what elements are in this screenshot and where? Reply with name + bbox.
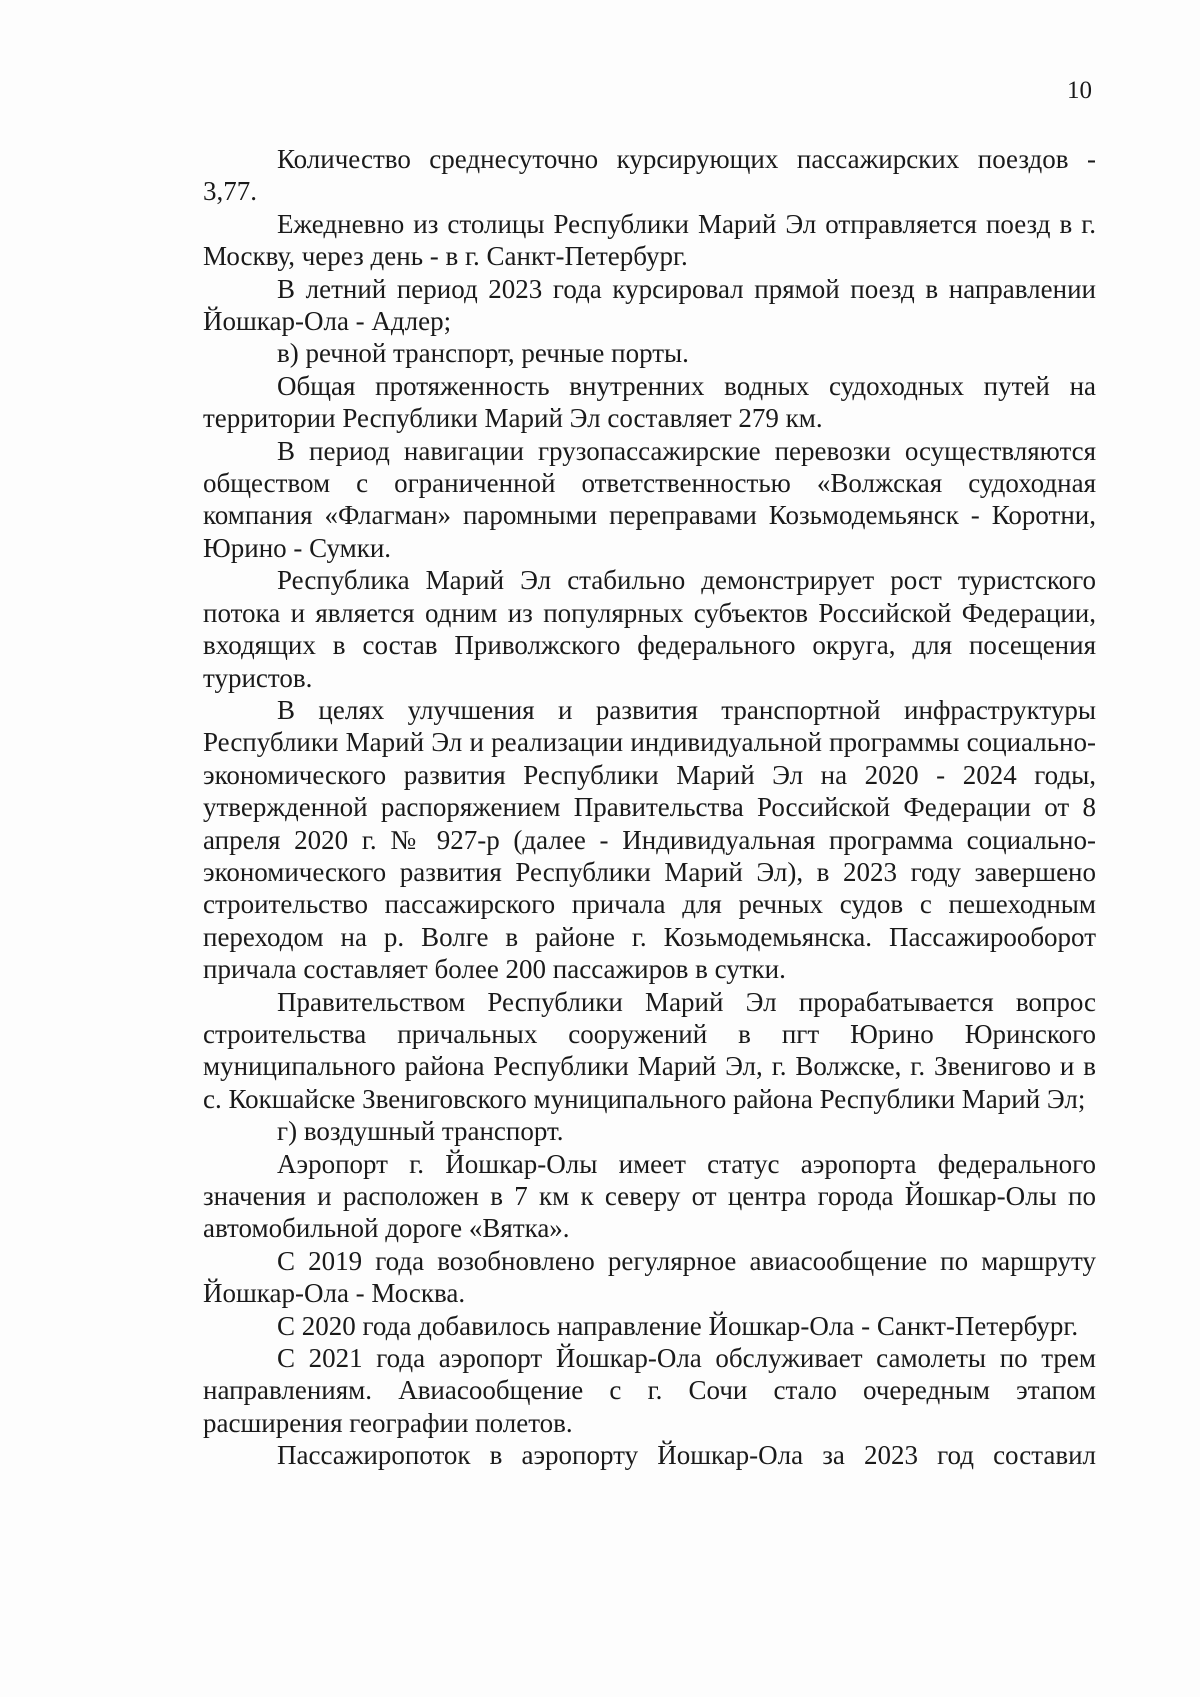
paragraph: С 2019 года возобновлено регулярное авиасообщение по маршруту Йошкар-Ола - Москва.: [203, 1245, 1096, 1309]
paragraph: С 2020 года добавилось направление Йошкар-Ола - Санкт-Петербург.: [277, 1310, 1079, 1341]
paragraph: В целях улучшения и развития транспортной инфраструктуры Республики Марий Эл и реализации индивидуальной программы социально-экономического развития Республики Марий Эл на 2020 - 2024 годы, утвержденной распоряжением Правительства Российской Федерации от 8 апреля 2020 г. № 927-р (далее - Индивидуальная программа социально-экономического развития Республики Марий Эл), в 2023 году завершено строительство пассажирского причала для речных судов с пешеходным переходом на р. Волге в районе г. Козьмодемьянска. Пассажирооборот причала составляет более 200 пассажиров в сутки.: [203, 694, 1096, 985]
paragraph: С 2021 года аэропорт Йошкар-Ола обслуживает самолеты по трем направлениям. Авиасообщение с г. Сочи стало очередным этапом расширения географии полетов.: [203, 1343, 1096, 1438]
paragraph: В период навигации грузопассажирские перевозки осуществляются обществом с ограниченной ответственностью «Волжская судоходная компания «Флагман» паромными переправами Козьмодемьянск - Коротни, Юрино - Сумки.: [203, 435, 1096, 563]
paragraph: Республика Марий Эл стабильно демонстрирует рост туристского потока и является одним из популярных субъектов Российской Федерации, входящих в состав Приволжского федерального округа, для посещения туристов.: [203, 565, 1096, 693]
paragraph: Общая протяженность внутренних водных судоходных путей на территории Республики Марий Эл составляет 279 км.: [203, 370, 1096, 434]
paragraph: г) воздушный транспорт.: [277, 1116, 564, 1147]
paragraph: Правительством Республики Марий Эл прорабатывается вопрос строительства причальных сооружений в пгт Юрино Юринского муниципального района Республики Марий Эл, г. Волжске, г. Звенигово и в с. Кокшайске Звениговского муниципального района Республики Марий Эл;: [203, 986, 1096, 1114]
paragraph: Аэропорт г. Йошкар-Олы имеет статус аэропорта федерального значения и расположен в 7 км к северу от центра города Йошкар-Олы по автомобильной дороге «Вятка».: [203, 1148, 1096, 1244]
paragraph: Количество среднесуточно курсирующих пассажирских поездов - 3,77.: [203, 144, 1096, 207]
paragraph: В летний период 2023 года курсировал прямой поезд в направлении Йошкар-Ола - Адлер;: [203, 273, 1096, 337]
paragraph: Ежедневно из столицы Республики Марий Эл отправляется поезд в г. Москву, через день - в г. Санкт-Петербург.: [203, 208, 1096, 272]
body-text: [203, 143, 1096, 1472]
paragraph: Пассажиропоток в аэропорту Йошкар-Ола за 2023 год составил: [277, 1440, 1096, 1471]
paragraph: в) речной транспорт, речные порты.: [277, 338, 689, 369]
page-number: 10: [1067, 77, 1092, 104]
